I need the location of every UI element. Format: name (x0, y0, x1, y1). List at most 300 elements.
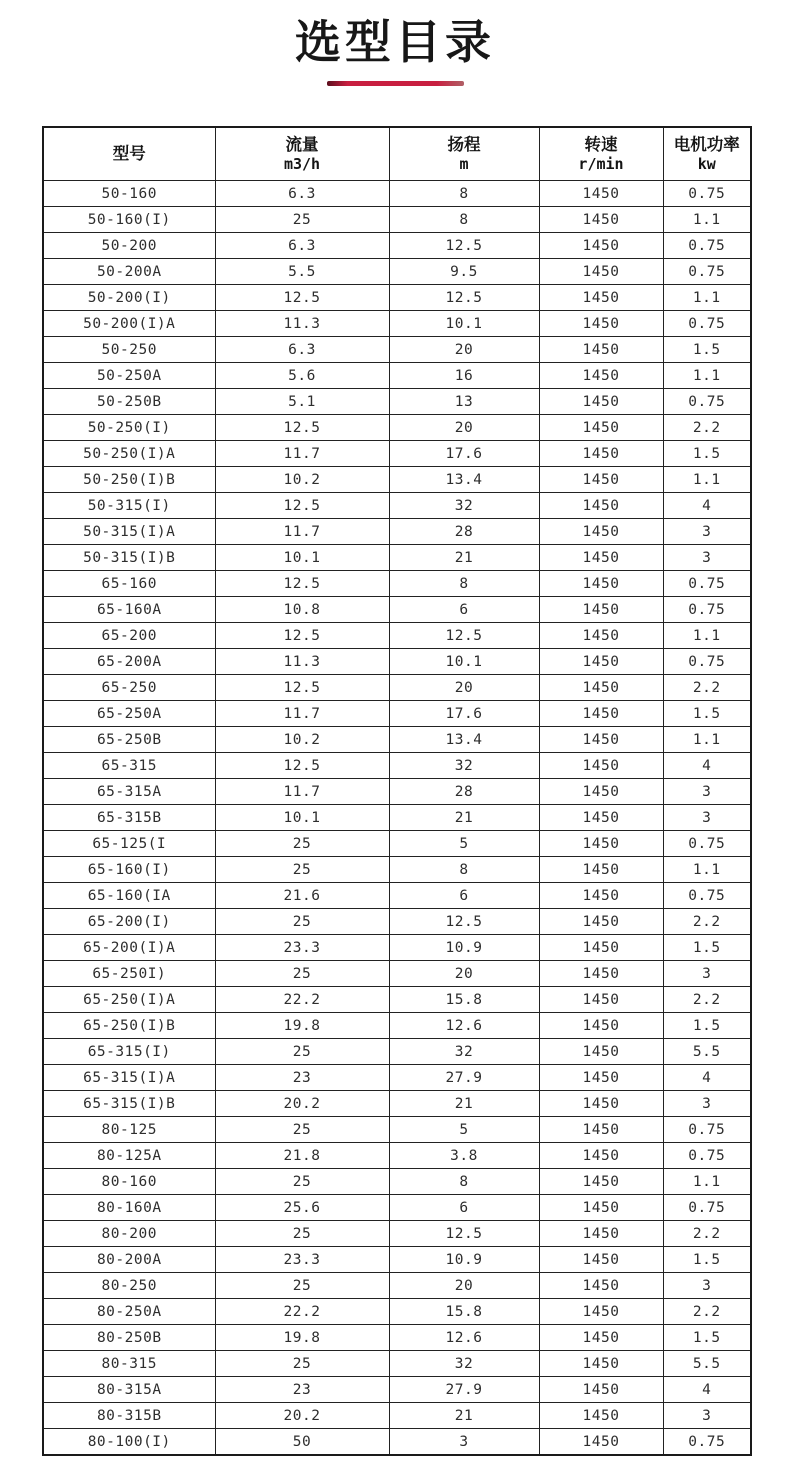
cell-power: 1.1 (663, 467, 751, 493)
cell-flow: 11.3 (215, 311, 389, 337)
cell-power: 5.5 (663, 1039, 751, 1065)
cell-model: 65-200(I) (43, 909, 215, 935)
cell-power: 3 (663, 519, 751, 545)
cell-head: 3.8 (389, 1143, 539, 1169)
cell-model: 50-250(I)B (43, 467, 215, 493)
cell-power: 0.75 (663, 181, 751, 207)
table-row (43, 909, 751, 935)
table-row (43, 519, 751, 545)
cell-flow: 10.1 (215, 805, 389, 831)
table-row (43, 233, 751, 259)
cell-speed: 1450 (539, 1065, 663, 1091)
cell-flow: 23.3 (215, 935, 389, 961)
column-label-model: 型号 (112, 144, 146, 164)
cell-model: 50-160(I) (43, 207, 215, 233)
table-row (43, 363, 751, 389)
cell-speed: 1450 (539, 571, 663, 597)
table-row (43, 727, 751, 753)
cell-speed: 1450 (539, 311, 663, 337)
cell-power: 0.75 (663, 649, 751, 675)
cell-speed: 1450 (539, 1039, 663, 1065)
table-row (43, 753, 751, 779)
cell-speed: 1450 (539, 545, 663, 571)
table-row (43, 1429, 751, 1455)
column-header-power (663, 127, 751, 181)
cell-power: 1.5 (663, 1325, 751, 1351)
cell-power: 4 (663, 753, 751, 779)
cell-model: 50-200(I) (43, 285, 215, 311)
cell-flow: 11.3 (215, 649, 389, 675)
cell-power: 3 (663, 961, 751, 987)
cell-speed: 1450 (539, 389, 663, 415)
cell-model: 65-315(I)B (43, 1091, 215, 1117)
cell-head: 21 (389, 1091, 539, 1117)
table-row (43, 415, 751, 441)
cell-flow: 5.6 (215, 363, 389, 389)
cell-head: 17.6 (389, 701, 539, 727)
cell-power: 1.5 (663, 1247, 751, 1273)
cell-flow: 25 (215, 207, 389, 233)
cell-model: 50-315(I) (43, 493, 215, 519)
cell-speed: 1450 (539, 519, 663, 545)
cell-power: 1.5 (663, 337, 751, 363)
cell-head: 13.4 (389, 467, 539, 493)
cell-head: 12.6 (389, 1325, 539, 1351)
table-row (43, 571, 751, 597)
table-row (43, 1117, 751, 1143)
cell-power: 2.2 (663, 1221, 751, 1247)
cell-model: 80-160 (43, 1169, 215, 1195)
cell-head: 32 (389, 1351, 539, 1377)
cell-model: 65-125(I (43, 831, 215, 857)
table-row (43, 987, 751, 1013)
cell-speed: 1450 (539, 1169, 663, 1195)
cell-model: 65-315A (43, 779, 215, 805)
cell-power: 1.5 (663, 1013, 751, 1039)
table-row (43, 1195, 751, 1221)
cell-speed: 1450 (539, 1273, 663, 1299)
cell-flow: 11.7 (215, 519, 389, 545)
table-row (43, 545, 751, 571)
cell-model: 65-315(I)A (43, 1065, 215, 1091)
cell-head: 8 (389, 571, 539, 597)
table-row (43, 597, 751, 623)
cell-power: 1.5 (663, 935, 751, 961)
cell-model: 50-250 (43, 337, 215, 363)
cell-model: 65-160(IA (43, 883, 215, 909)
cell-model: 65-160(I) (43, 857, 215, 883)
cell-flow: 11.7 (215, 701, 389, 727)
cell-model: 65-250 (43, 675, 215, 701)
cell-speed: 1450 (539, 623, 663, 649)
table-row (43, 207, 751, 233)
cell-head: 32 (389, 753, 539, 779)
cell-model: 80-315 (43, 1351, 215, 1377)
cell-power: 0.75 (663, 597, 751, 623)
column-header-flow (215, 127, 389, 181)
cell-flow: 12.5 (215, 285, 389, 311)
cell-power: 0.75 (663, 883, 751, 909)
cell-model: 65-250A (43, 701, 215, 727)
selection-table (42, 126, 752, 1456)
cell-power: 0.75 (663, 1117, 751, 1143)
cell-power: 1.1 (663, 857, 751, 883)
cell-power: 0.75 (663, 233, 751, 259)
cell-flow: 12.5 (215, 415, 389, 441)
cell-head: 21 (389, 545, 539, 571)
cell-head: 6 (389, 883, 539, 909)
cell-speed: 1450 (539, 987, 663, 1013)
cell-model: 80-125 (43, 1117, 215, 1143)
cell-flow: 25 (215, 1117, 389, 1143)
cell-head: 28 (389, 779, 539, 805)
cell-speed: 1450 (539, 727, 663, 753)
table-row (43, 1325, 751, 1351)
cell-head: 12.5 (389, 233, 539, 259)
column-header-head (389, 127, 539, 181)
cell-model: 50-315(I)B (43, 545, 215, 571)
cell-head: 12.6 (389, 1013, 539, 1039)
cell-model: 80-250B (43, 1325, 215, 1351)
column-label-speed: 转速 (584, 135, 618, 155)
cell-model: 65-250I) (43, 961, 215, 987)
cell-speed: 1450 (539, 441, 663, 467)
column-unit-power: kw (697, 155, 716, 174)
cell-flow: 23 (215, 1065, 389, 1091)
table-row (43, 389, 751, 415)
cell-head: 8 (389, 207, 539, 233)
cell-model: 65-250B (43, 727, 215, 753)
cell-flow: 25 (215, 961, 389, 987)
cell-speed: 1450 (539, 1091, 663, 1117)
cell-flow: 12.5 (215, 675, 389, 701)
table-row (43, 1299, 751, 1325)
cell-head: 8 (389, 181, 539, 207)
cell-power: 0.75 (663, 1195, 751, 1221)
cell-speed: 1450 (539, 285, 663, 311)
cell-flow: 5.5 (215, 259, 389, 285)
cell-head: 3 (389, 1429, 539, 1455)
table-row (43, 857, 751, 883)
cell-model: 80-100(I) (43, 1429, 215, 1455)
column-label-flow: 流量 (285, 135, 319, 155)
cell-power: 1.5 (663, 441, 751, 467)
cell-power: 3 (663, 1403, 751, 1429)
cell-power: 0.75 (663, 1143, 751, 1169)
column-unit-speed: r/min (578, 155, 624, 174)
cell-flow: 5.1 (215, 389, 389, 415)
table-row (43, 623, 751, 649)
column-header-model (43, 127, 215, 181)
cell-model: 65-160A (43, 597, 215, 623)
cell-power: 3 (663, 545, 751, 571)
cell-model: 80-200A (43, 1247, 215, 1273)
cell-speed: 1450 (539, 675, 663, 701)
title-underline (327, 81, 464, 86)
cell-flow: 19.8 (215, 1013, 389, 1039)
cell-model: 65-250(I)A (43, 987, 215, 1013)
cell-speed: 1450 (539, 1351, 663, 1377)
cell-power: 1.1 (663, 727, 751, 753)
cell-power: 2.2 (663, 415, 751, 441)
cell-head: 17.6 (389, 441, 539, 467)
cell-power: 0.75 (663, 571, 751, 597)
cell-speed: 1450 (539, 883, 663, 909)
cell-model: 80-200 (43, 1221, 215, 1247)
cell-power: 3 (663, 779, 751, 805)
cell-power: 1.1 (663, 285, 751, 311)
cell-flow: 11.7 (215, 441, 389, 467)
cell-flow: 21.8 (215, 1143, 389, 1169)
cell-speed: 1450 (539, 415, 663, 441)
cell-flow: 12.5 (215, 493, 389, 519)
cell-head: 32 (389, 493, 539, 519)
cell-flow: 11.7 (215, 779, 389, 805)
cell-power: 4 (663, 1377, 751, 1403)
cell-model: 50-315(I)A (43, 519, 215, 545)
cell-model: 50-200A (43, 259, 215, 285)
table-row (43, 285, 751, 311)
cell-speed: 1450 (539, 597, 663, 623)
table-row (43, 1247, 751, 1273)
table-row (43, 961, 751, 987)
cell-flow: 25 (215, 1221, 389, 1247)
table-row (43, 1377, 751, 1403)
cell-head: 9.5 (389, 259, 539, 285)
cell-speed: 1450 (539, 909, 663, 935)
cell-flow: 23.3 (215, 1247, 389, 1273)
cell-speed: 1450 (539, 1117, 663, 1143)
cell-flow: 23 (215, 1377, 389, 1403)
cell-model: 65-200(I)A (43, 935, 215, 961)
table-row (43, 1403, 751, 1429)
cell-speed: 1450 (539, 181, 663, 207)
cell-speed: 1450 (539, 1247, 663, 1273)
cell-speed: 1450 (539, 337, 663, 363)
cell-head: 20 (389, 337, 539, 363)
cell-model: 65-250(I)B (43, 1013, 215, 1039)
cell-model: 65-315(I) (43, 1039, 215, 1065)
page-title: 选型目录 (295, 15, 495, 69)
cell-head: 32 (389, 1039, 539, 1065)
cell-head: 20 (389, 415, 539, 441)
cell-flow: 6.3 (215, 233, 389, 259)
cell-speed: 1450 (539, 1143, 663, 1169)
cell-flow: 12.5 (215, 623, 389, 649)
cell-model: 50-250B (43, 389, 215, 415)
cell-speed: 1450 (539, 857, 663, 883)
table-row (43, 805, 751, 831)
cell-head: 5 (389, 1117, 539, 1143)
cell-head: 12.5 (389, 1221, 539, 1247)
cell-power: 3 (663, 1091, 751, 1117)
cell-power: 0.75 (663, 389, 751, 415)
cell-speed: 1450 (539, 1013, 663, 1039)
cell-power: 1.5 (663, 701, 751, 727)
cell-flow: 19.8 (215, 1325, 389, 1351)
cell-speed: 1450 (539, 1429, 663, 1455)
cell-head: 10.9 (389, 935, 539, 961)
cell-flow: 25 (215, 909, 389, 935)
cell-speed: 1450 (539, 363, 663, 389)
cell-head: 12.5 (389, 285, 539, 311)
cell-power: 0.75 (663, 259, 751, 285)
cell-power: 2.2 (663, 987, 751, 1013)
cell-head: 13 (389, 389, 539, 415)
cell-flow: 6.3 (215, 181, 389, 207)
cell-flow: 10.2 (215, 727, 389, 753)
cell-speed: 1450 (539, 467, 663, 493)
table-row (43, 1065, 751, 1091)
cell-flow: 22.2 (215, 987, 389, 1013)
cell-flow: 22.2 (215, 1299, 389, 1325)
cell-flow: 25 (215, 857, 389, 883)
cell-power: 1.1 (663, 623, 751, 649)
cell-speed: 1450 (539, 649, 663, 675)
cell-model: 50-200 (43, 233, 215, 259)
cell-flow: 25.6 (215, 1195, 389, 1221)
table-row (43, 441, 751, 467)
cell-power: 0.75 (663, 311, 751, 337)
cell-speed: 1450 (539, 701, 663, 727)
cell-head: 6 (389, 597, 539, 623)
cell-head: 28 (389, 519, 539, 545)
cell-power: 1.1 (663, 363, 751, 389)
cell-head: 20 (389, 1273, 539, 1299)
cell-model: 50-200(I)A (43, 311, 215, 337)
cell-flow: 25 (215, 1351, 389, 1377)
cell-model: 65-315B (43, 805, 215, 831)
column-label-head: 扬程 (447, 135, 481, 155)
table-row (43, 1221, 751, 1247)
cell-model: 65-200A (43, 649, 215, 675)
cell-speed: 1450 (539, 1221, 663, 1247)
table-row (43, 181, 751, 207)
cell-head: 27.9 (389, 1065, 539, 1091)
table-row (43, 467, 751, 493)
cell-model: 80-160A (43, 1195, 215, 1221)
cell-speed: 1450 (539, 753, 663, 779)
cell-power: 3 (663, 805, 751, 831)
cell-model: 80-125A (43, 1143, 215, 1169)
column-label-power: 电机功率 (673, 135, 740, 155)
cell-flow: 6.3 (215, 337, 389, 363)
table-row (43, 1039, 751, 1065)
cell-head: 13.4 (389, 727, 539, 753)
cell-flow: 25 (215, 1273, 389, 1299)
cell-head: 8 (389, 1169, 539, 1195)
cell-power: 2.2 (663, 1299, 751, 1325)
cell-power: 4 (663, 493, 751, 519)
cell-speed: 1450 (539, 1403, 663, 1429)
table-row (43, 779, 751, 805)
cell-head: 15.8 (389, 1299, 539, 1325)
cell-power: 2.2 (663, 675, 751, 701)
cell-speed: 1450 (539, 233, 663, 259)
cell-model: 50-250(I) (43, 415, 215, 441)
cell-speed: 1450 (539, 805, 663, 831)
cell-head: 5 (389, 831, 539, 857)
table-row (43, 649, 751, 675)
cell-flow: 20.2 (215, 1091, 389, 1117)
cell-flow: 10.8 (215, 597, 389, 623)
cell-head: 12.5 (389, 909, 539, 935)
cell-power: 1.1 (663, 1169, 751, 1195)
cell-speed: 1450 (539, 935, 663, 961)
table-row (43, 1091, 751, 1117)
cell-model: 65-160 (43, 571, 215, 597)
cell-head: 20 (389, 961, 539, 987)
cell-speed: 1450 (539, 259, 663, 285)
table-row (43, 311, 751, 337)
cell-flow: 21.6 (215, 883, 389, 909)
cell-flow: 12.5 (215, 571, 389, 597)
cell-flow: 25 (215, 1169, 389, 1195)
table-row (43, 675, 751, 701)
cell-flow: 20.2 (215, 1403, 389, 1429)
cell-model: 50-250(I)A (43, 441, 215, 467)
column-header-speed (539, 127, 663, 181)
cell-flow: 10.1 (215, 545, 389, 571)
cell-head: 16 (389, 363, 539, 389)
cell-flow: 50 (215, 1429, 389, 1455)
cell-head: 27.9 (389, 1377, 539, 1403)
column-unit-flow: m3/h (283, 155, 321, 174)
cell-model: 80-250A (43, 1299, 215, 1325)
cell-flow: 12.5 (215, 753, 389, 779)
table-row (43, 1351, 751, 1377)
table-header-row (43, 127, 751, 181)
cell-flow: 25 (215, 1039, 389, 1065)
cell-speed: 1450 (539, 831, 663, 857)
table-row (43, 1169, 751, 1195)
table-row (43, 493, 751, 519)
cell-power: 5.5 (663, 1351, 751, 1377)
cell-head: 6 (389, 1195, 539, 1221)
cell-speed: 1450 (539, 961, 663, 987)
cell-head: 10.9 (389, 1247, 539, 1273)
cell-power: 0.75 (663, 831, 751, 857)
column-unit-head: m (459, 155, 469, 174)
table-row (43, 935, 751, 961)
cell-power: 2.2 (663, 909, 751, 935)
cell-speed: 1450 (539, 1299, 663, 1325)
cell-speed: 1450 (539, 493, 663, 519)
cell-model: 80-315B (43, 1403, 215, 1429)
cell-speed: 1450 (539, 1377, 663, 1403)
table-row (43, 701, 751, 727)
cell-model: 50-160 (43, 181, 215, 207)
cell-model: 80-250 (43, 1273, 215, 1299)
cell-head: 8 (389, 857, 539, 883)
cell-speed: 1450 (539, 207, 663, 233)
table-row (43, 259, 751, 285)
table-row (43, 1273, 751, 1299)
table-row (43, 1143, 751, 1169)
cell-head: 21 (389, 1403, 539, 1429)
cell-head: 12.5 (389, 623, 539, 649)
cell-head: 10.1 (389, 311, 539, 337)
table-row (43, 831, 751, 857)
cell-power: 4 (663, 1065, 751, 1091)
cell-speed: 1450 (539, 1195, 663, 1221)
cell-power: 1.1 (663, 207, 751, 233)
cell-flow: 25 (215, 831, 389, 857)
cell-head: 20 (389, 675, 539, 701)
cell-power: 3 (663, 1273, 751, 1299)
cell-flow: 10.2 (215, 467, 389, 493)
cell-head: 15.8 (389, 987, 539, 1013)
